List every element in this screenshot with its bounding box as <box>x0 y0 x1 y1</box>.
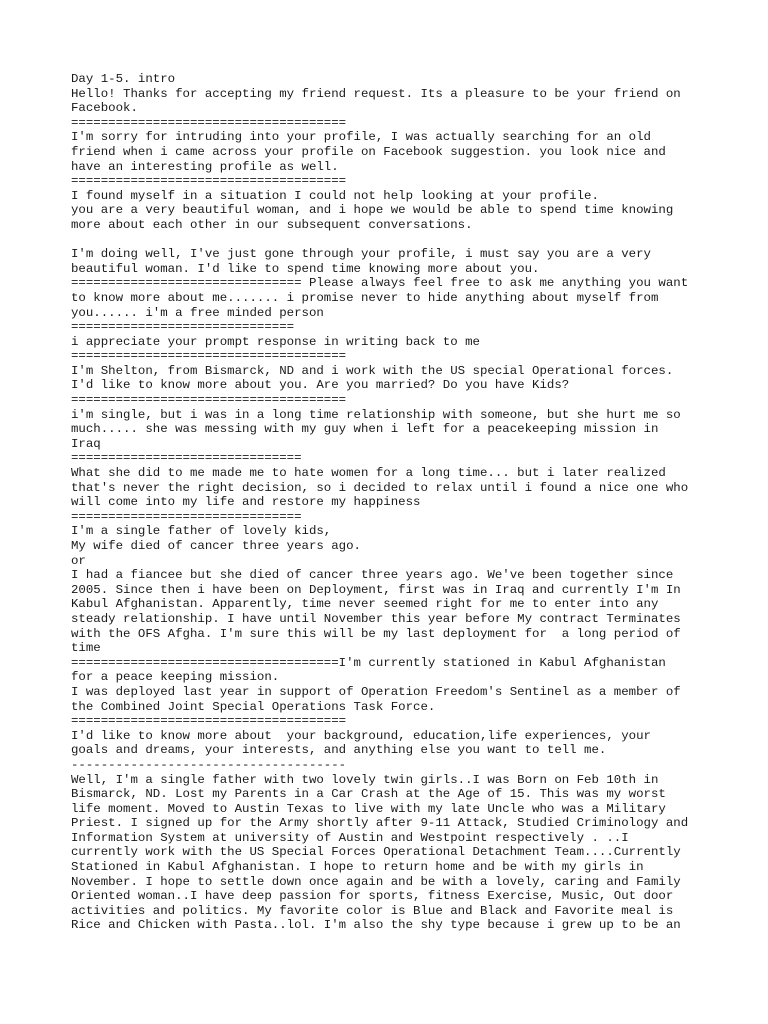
text-line: more about each other in our subsequent conversations. <box>71 217 473 232</box>
text-line: Facebook. <box>71 101 138 116</box>
text-line: time <box>71 641 101 656</box>
text-line: for a peace keeping mission. <box>71 670 280 685</box>
text-line: Information System at university of Austin and Westpoint respectively . ..I <box>71 830 629 845</box>
text-line: I'm Shelton, from Bismarck, ND and i work with the US special Operational forces. <box>71 363 674 378</box>
text-line: I found myself in a situation I could not help looking at your profile. <box>71 188 599 203</box>
text-line: What she did to me made me to hate women for a long time... but i later realized <box>71 466 666 481</box>
text-line: will come into my life and restore my happiness <box>71 495 421 510</box>
text-line: Priest. I signed up for the Army shortly after 9-11 Attack, Studied Criminology and <box>71 816 689 831</box>
text-line: Stationed in Kabul Afghanistan. I hope to return home and be with my girls in <box>71 860 644 875</box>
text-line: friend when i came across your profile on Facebook suggestion. you look nice and <box>71 144 666 159</box>
separator-line: ===================================== <box>71 393 347 408</box>
document-body <box>71 72 721 933</box>
text-line: that's never the right decision, so i decided to relax until i found a nice one who <box>71 480 689 495</box>
text-line: =============================== Please always feel free to ask me anything you want <box>71 276 689 291</box>
separator-line: =============================== <box>71 509 302 524</box>
text-line: I'd like to know more about you. Are you married? Do you have Kids? <box>71 378 570 393</box>
text-line: beautiful woman. I'd like to spend time knowing more about you. <box>71 261 540 276</box>
separator-line: ===================================== <box>71 349 347 364</box>
text-line: I had a fiancee but she died of cancer three years ago. We've been together since <box>71 568 674 583</box>
text-line: you...... i'm a free minded person <box>71 305 324 320</box>
text-line: have an interesting profile as well. <box>71 159 339 174</box>
text-line: I'd like to know more about your background, education,life experiences, your <box>71 728 651 743</box>
text-line: to know more about me....... i promise never to hide anything about myself from <box>71 290 659 305</box>
text-line: My wife died of cancer three years ago. <box>71 539 361 553</box>
separator-line: ===================================== <box>71 115 347 130</box>
text-line: steady relationship. I have until November this year before My contract Terminates <box>71 611 681 626</box>
text-line: you are a very beautiful woman, and i hope we would be able to spend time knowing <box>71 203 674 218</box>
text-line: much..... she was messing with my guy when i left for a peacekeeping mission in <box>71 422 659 437</box>
text-line: I'm doing well, I've just gone through your profile, i must say you are a very <box>71 247 651 262</box>
text-line: with the OFS Afgha. I'm sure this will be my last deployment for a long period of <box>71 626 681 641</box>
text-line: Kabul Afghanistan. Apparently, time never seemed right for me to enter into any <box>71 597 659 612</box>
text-line: i appreciate your prompt response in writing back to me <box>71 334 480 349</box>
text-line: 2005. Since then i have been on Deployment, first was in Iraq and currently I'm In <box>71 582 681 597</box>
blank-line <box>71 233 721 248</box>
text-line: Well, I'm a single father with two lovely twin girls..I was Born on Feb 10th in <box>71 772 659 787</box>
text-line: Bismarck, ND. Lost my Parents in a Car Crash at the Age of 15. This was my worst <box>71 787 666 802</box>
text-line: November. I hope to settle down once again and be with a lovely, caring and Family <box>71 874 681 889</box>
text-line: ====================================I'm currently stationed in Kabul Afghanistan <box>71 655 666 670</box>
text-line: activities and politics. My favorite color is Blue and Black and Favorite meal is <box>71 903 674 918</box>
text-line: Rice and Chicken with Pasta..lol. I'm also the shy type because i grew up to be an <box>71 918 681 933</box>
text-line: i'm single, but i was in a long time relationship with someone, but she hurt me so <box>71 407 681 422</box>
text-line: I was deployed last year in support of Operation Freedom's Sentinel as a member of <box>71 684 681 699</box>
text-line: I'm sorry for intruding into your profile, I was actually searching for an old <box>71 130 651 145</box>
text-line: I'm a single father of lovely kids, <box>71 524 332 539</box>
separator-line: ===================================== <box>71 714 347 729</box>
separator-line: ===================================== <box>71 174 347 189</box>
text-line: Oriented woman..I have deep passion for sports, fitness Exercise, Music, Out door <box>71 889 674 904</box>
separator-line: ============================== <box>71 320 295 335</box>
separator-line: ------------------------------------- <box>71 757 347 772</box>
text-line: Hello! Thanks for accepting my friend request. Its a pleasure to be your friend on <box>71 86 681 101</box>
text-line: or <box>71 553 86 568</box>
text-line: the Combined Joint Special Operations Task Force. <box>71 699 436 714</box>
text-line: Day 1-5. intro <box>71 72 176 86</box>
text-line: Iraq <box>71 436 101 451</box>
text-line: currently work with the US Special Forces Operational Detachment Team....Currently <box>71 845 681 860</box>
separator-line: =============================== <box>71 451 302 466</box>
text-line: life moment. Moved to Austin Texas to live with my late Uncle who was a Military <box>71 801 666 816</box>
text-line: goals and dreams, your interests, and anything else you want to tell me. <box>71 743 607 758</box>
